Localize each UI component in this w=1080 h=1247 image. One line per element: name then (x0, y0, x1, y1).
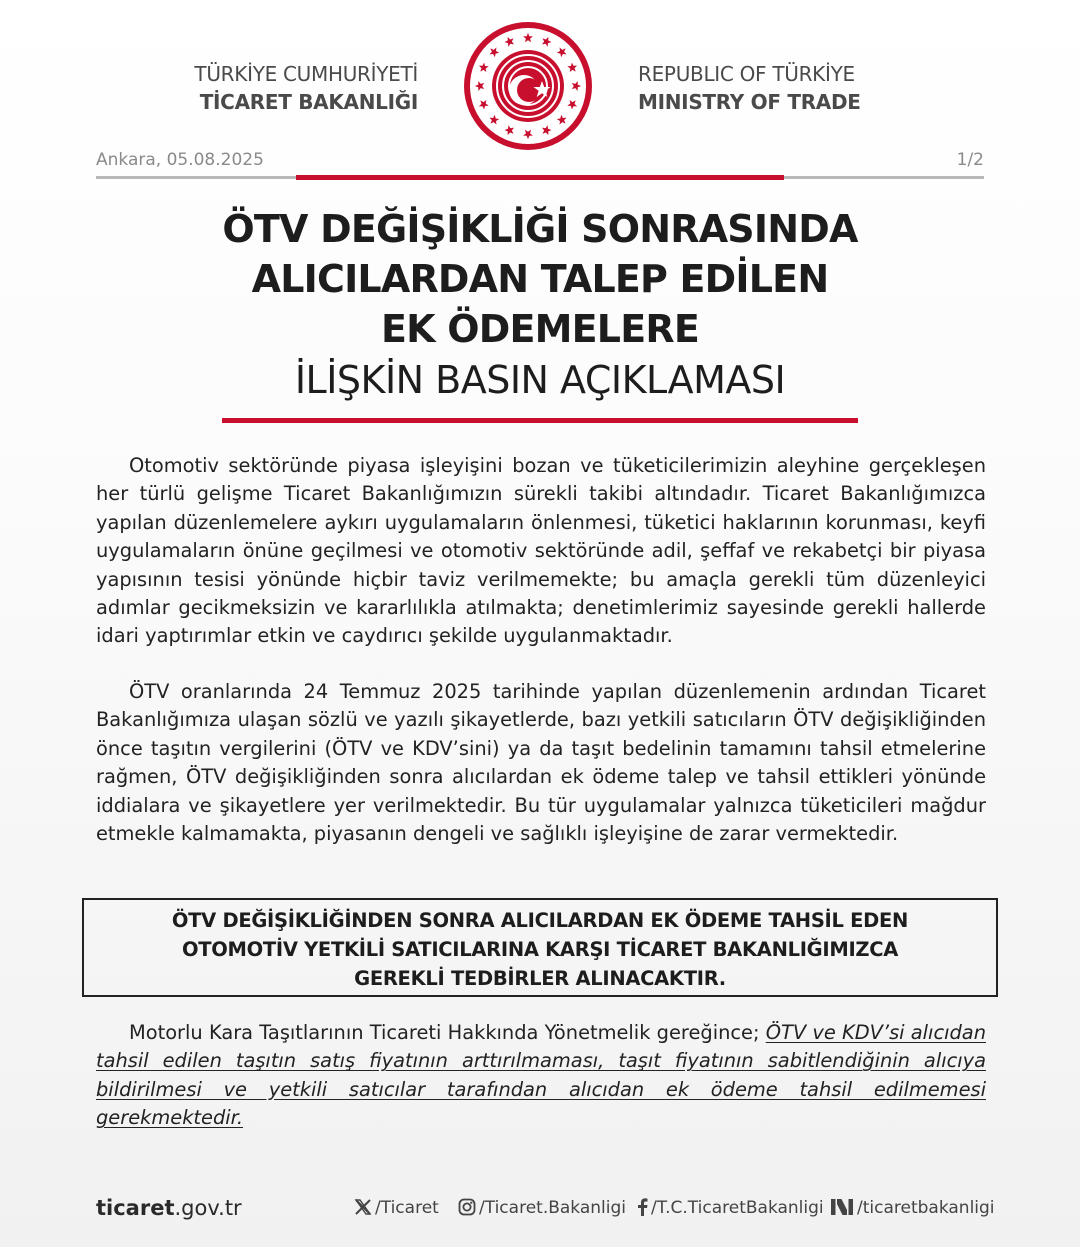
highlight-line-3: GEREKLİ TEDBİRLER ALINACAKTIR. (354, 967, 726, 990)
highlight-line-1: ÖTV DEĞİŞİKLİĞİNDEN SONRA ALICILARDAN EK ÖDEME TAHSİL EDEN (171, 909, 909, 932)
press-release-title (120, 204, 960, 406)
website-domain-rest: .gov.tr (174, 1196, 242, 1220)
instagram-logo-icon (458, 1198, 476, 1216)
x-social-link[interactable] (354, 1198, 439, 1218)
page-number: 1/2 (956, 150, 984, 170)
facebook-social-link[interactable] (636, 1198, 824, 1218)
letterhead-right (638, 60, 898, 116)
paragraph-1-text: Otomotiv sektöründe piyasa işleyişini bozan ve tüketicilerimizin aleyhine gerçekleşen her türlü gelişme Ticaret Bakanlığımızın sürekli takibi altındadır. Ticaret Bakanlığımızca yapılan düzenlemelere aykırı uygulamaların önlenmesi, tüketici haklarının korunması, keyfi uygulamaların önüne geçilmesi ve otomotiv sektöründe adil, şeffaf ve rekabetçi bir piyasa yapısının tesisi yönünde hiçbir taviz verilmemekte; bu amaçla gerekli tüm düzenleyici adımlar gecikmeksizin ve kararlılıkla atılmakta; denetimlerimiz sayesinde gerekli hallerde idari yaptırımlar etkin ve caydırıcı şekilde uygulanmaktadır. (96, 454, 986, 648)
x-logo-icon (354, 1198, 372, 1216)
title-line-3: EK ÖDEMELERE (380, 307, 699, 351)
highlight-box (82, 898, 998, 997)
x-handle: /Ticaret (375, 1198, 439, 1218)
facebook-handle: /T.C.TicaretBakanligi (651, 1198, 824, 1218)
header-divider-accent (296, 175, 784, 180)
nsosyal-logo-icon (830, 1198, 854, 1216)
paragraph-3-text: Motorlu Kara Taşıtlarının Ticareti Hakkında Yönetmelik gereğince; (129, 1021, 766, 1044)
country-name-tr: TÜRKİYE CUMHURİYETİ (194, 62, 418, 86)
instagram-social-link[interactable] (458, 1198, 626, 1218)
body-paragraph-1 (96, 452, 986, 651)
title-underline (222, 418, 858, 423)
title-line-1: ÖTV DEĞİŞİKLİĞİ SONRASINDA (222, 207, 858, 251)
nsosyal-social-link[interactable] (830, 1198, 995, 1218)
footer (0, 1196, 1080, 1232)
website-domain-bold: ticaret (96, 1196, 175, 1220)
country-name-en: REPUBLIC OF TÜRKİYE (638, 62, 855, 86)
paragraph-2-text: ÖTV oranlarında 24 Temmuz 2025 tarihinde yapılan düzenlemenin ardından Ticaret Bakanlığımıza ulaşan sözlü ve yazılı şikayetlerde, bazı yetkili satıcıların ÖTV değişikliğinden önce taşıtın vergilerini (ÖTV ve KDV’sini) ya da taşıt bedelinin tamamını tahsil etmelerine rağmen, ÖTV değişikliğinden sonra alıcılardan ek ödeme talep ve tahsil ettikleri yönünde iddialara ve şikayetlere yer verilmektedir. Bu tür uygulamalar yalnızca tüketicileri mağdur etmekle kalmamakta, piyasanın dengeli ve sağlıklı işleyişine de zarar vermektedir. (96, 680, 986, 846)
facebook-logo-icon (636, 1198, 648, 1216)
letterhead-left (170, 60, 418, 116)
instagram-handle: /Ticaret.Bakanligi (479, 1198, 626, 1218)
title-line-4: İLİŞKİN BASIN AÇIKLAMASI (294, 358, 786, 402)
date-location: Ankara, 05.08.2025 (96, 150, 264, 170)
ministry-name-tr: TİCARET BAKANLIĞI (199, 90, 418, 114)
highlight-line-2: OTOMOTİV YETKİLİ SATICILARINA KARŞI TİCARET BAKANLIĞIMIZCA (181, 938, 899, 961)
body-paragraph-2 (96, 678, 986, 848)
nsosyal-handle: /ticaretbakanligi (857, 1198, 995, 1218)
body-paragraph-3 (96, 1019, 986, 1133)
letterhead (0, 0, 1080, 160)
ministry-emblem-icon (462, 20, 594, 152)
paragraph-3-emphasis: ÖTV ve KDV’si alıcıdan tahsil edilen taşıtın satış fiyatının arttırılmaması, taşıt fiyatının sabitlendiğinin alıcıya bildirilmesi ve yetkili satıcılar tarafından alıcıdan ek ödeme tahsil edilmemesi gerekmektedir. (96, 1021, 986, 1130)
title-line-2: ALICILARDAN TALEP EDİLEN (251, 257, 829, 301)
website-link[interactable] (96, 1196, 242, 1220)
ministry-name-en: MINISTRY OF TRADE (638, 90, 861, 114)
